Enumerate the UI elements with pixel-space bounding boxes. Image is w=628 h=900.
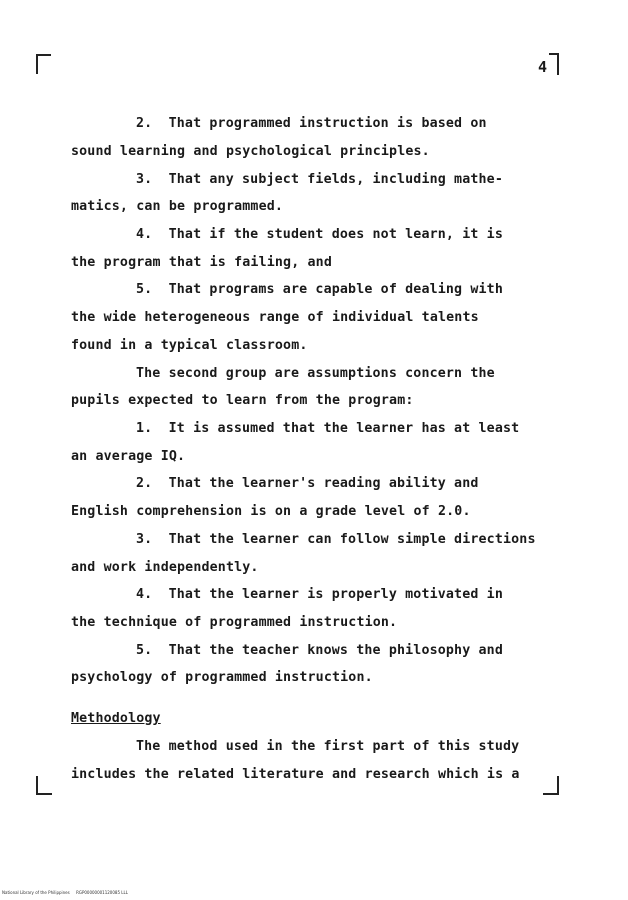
text-line: and work independently.: [71, 560, 259, 575]
text-line: 1. It is assumed that the learner has at least: [136, 421, 520, 436]
text-line: English comprehension is on a grade level of 2.0.: [71, 504, 471, 519]
crop-mark-top-left: [36, 54, 51, 74]
text-line: sound learning and psychological principles.: [71, 144, 430, 159]
crop-mark-top-right: [549, 53, 559, 75]
text-line: pupils expected to learn from the program:: [71, 393, 414, 408]
scan-footer: National Library of the Philippines RGP00000001120085 LLL: [2, 890, 128, 895]
text-line: 5. That the teacher knows the philosophy and: [136, 643, 503, 658]
text-line: 2. That the learner's reading ability and: [136, 476, 479, 491]
text-line: the technique of programmed instruction.: [71, 615, 398, 630]
text-line: 4. That if the student does not learn, it is: [136, 227, 503, 242]
text-line: 4. That the learner is properly motivated in: [136, 587, 503, 602]
text-line: 2. That programmed instruction is based on: [136, 116, 487, 131]
section-heading: Methodology: [71, 711, 161, 726]
text-line: 3. That any subject fields, including mathe-: [136, 172, 503, 187]
crop-mark-bottom-right: [543, 776, 559, 795]
text-line: psychology of programmed instruction.: [71, 670, 373, 685]
text-line: matics, can be programmed.: [71, 199, 284, 214]
text-line: 3. That the learner can follow simple directions: [136, 532, 536, 547]
text-line: found in a typical classroom.: [71, 338, 308, 353]
text-line: The second group are assumptions concern the: [136, 366, 495, 381]
text-line: an average IQ.: [71, 449, 186, 464]
crop-mark-bottom-left: [36, 776, 52, 795]
text-line: includes the related literature and research which is a: [71, 767, 520, 782]
text-line: The method used in the first part of this study: [136, 739, 520, 754]
text-line: the wide heterogeneous range of individual talents: [71, 310, 479, 325]
text-line: the program that is failing, and: [71, 255, 332, 270]
page-number: 4: [538, 58, 548, 76]
text-line: 5. That programs are capable of dealing with: [136, 282, 503, 297]
